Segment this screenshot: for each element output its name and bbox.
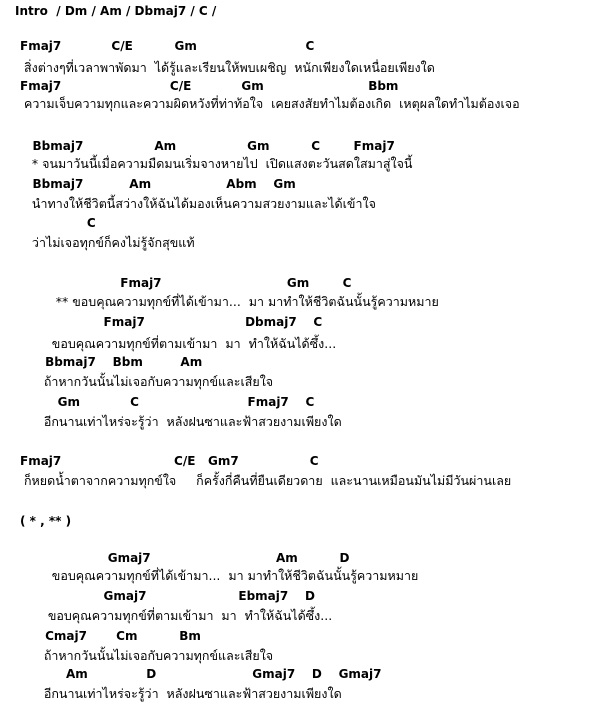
chord-line: Fmaj7 Gm C: [20, 276, 352, 290]
lyric-line: ถ้าหากวันนั้นไม่เจอกับความทุกข์และเสียใจ: [20, 648, 274, 663]
chord-line: Fmaj7 C/E Gm C: [20, 39, 315, 53]
lyric-line: อีกนานเท่าไหร่จะรู้ว่า หลังฝนซาและฟ้าสวยงามเพียงใด: [20, 414, 342, 429]
chord-line: Cmaj7 Cm Bm: [20, 629, 201, 643]
chord-line: Bbmaj7 Bbm Am: [20, 355, 203, 369]
chord-line: ( * , ** ): [20, 514, 72, 528]
chord-line: Gmaj7 Ebmaj7 D: [20, 589, 315, 603]
lyric-line: ก็หยดน้ำตาจากความทุกข์ใจ ก็ครั้งกี่คืนที่ยืนเดียวดาย และนานเหมือนมันไม่มีวันผ่านเลย: [20, 473, 512, 488]
chord-line: Bbmaj7 Am Gm C Fmaj7: [20, 139, 395, 153]
chord-line: Fmaj7 Dbmaj7 C: [20, 315, 323, 329]
chord-line: Gm C Fmaj7 C: [20, 395, 315, 409]
lyric-line: ว่าไม่เจอทุกข์ก็คงไม่รู้จักสุขแท้: [20, 235, 195, 250]
chord-line: C: [20, 216, 96, 230]
header-line: Intro / Dm / Am / Dbmaj7 / C /: [15, 4, 217, 18]
lyric-line: อีกนานเท่าไหร่จะรู้ว่า หลังฝนซาและฟ้าสวยงามเพียงใด: [20, 686, 342, 701]
chord-line: Fmaj7 C/E Gm Bbm: [20, 79, 399, 93]
chord-line: Am D Gmaj7 D Gmaj7: [20, 667, 382, 681]
lyric-line: ขอบคุณความทุกข์ที่ตามเข้ามา มา ทำให้ฉันได้ซึ้ง...: [20, 608, 333, 623]
lyric-line: ถ้าหากวันนั้นไม่เจอกับความทุกข์และเสียใจ: [20, 374, 274, 389]
chord-line: Fmaj7 C/E Gm7 C: [20, 454, 319, 468]
lyric-line: ความเจ็บความทุกและความผิดหวังที่ท่าท้อใจ เคยสงสัยทำไมต้องเกิด เหตุผลใดทำไมต้องเจอ: [20, 96, 520, 111]
lyric-line: นำทางให้ชีวิตนี้สว่างให้ฉันได้มองเห็นความสวยงามและได้เข้าใจ: [20, 196, 376, 211]
chord-line: Bbmaj7 Am Abm Gm: [20, 177, 296, 191]
lyric-line: สิ่งต่างๆที่เวลาพาพัดมา ได้รู้และเรียนให้พบเผชิญ หนักเพียงใดเหนื่อยเพียงใด: [20, 60, 435, 75]
chord-line: Gmaj7 Am D: [20, 551, 350, 565]
lyric-line: ขอบคุณความทุกข์ที่ได้เข้ามา... มา มาทำให้ชีวิตฉันนั้นรู้ความหมาย: [20, 568, 419, 583]
lyric-line: ขอบคุณความทุกข์ที่ตามเข้ามา มา ทำให้ฉันได้ซึ้ง...: [20, 336, 337, 351]
lyric-line: ** ขอบคุณความทุกข์ที่ได้เข้ามา... มา มาทำให้ชีวิตฉันนั้นรู้ความหมาย: [20, 294, 439, 309]
lyric-line: * จนมาวันนี้เมื่อความมืดมนเริ่มจางหายไป เปิดแสงตะวันสดใสมาสู่ใจนี้: [20, 156, 413, 171]
